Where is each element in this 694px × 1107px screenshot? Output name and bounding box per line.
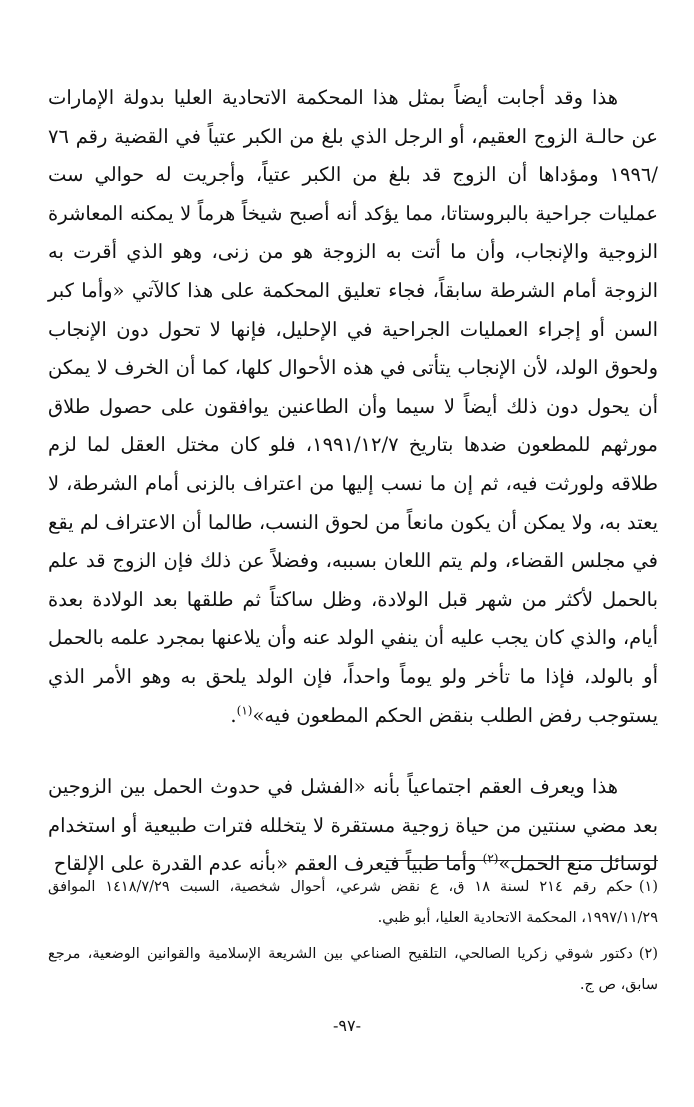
paragraph-2 <box>48 768 658 884</box>
paragraph-1 <box>48 79 658 735</box>
paragraph-2-text: هذا ويعرف العقم اجتماعياً بأنه «الفشل في حدوث الحمل بين الزوجين بعد مضي سنتين من حياة زوجية مستقرة لا يتخلله فترات طبيعية أو استخدام لوسائل منع الحمل» <box>48 775 658 876</box>
footnote-1-text: حكم رقم ٢١٤ لسنة ١٨ ق، ع نقض شرعي، أحوال شخصية، السبت ١٤١٨/٧/٢٩ الموافق ١٩٩٧/١١/٢٩، المحكمة الاتحادية العليا، أبو ظبي. <box>48 879 658 926</box>
page-number: -٩٧- <box>333 1016 361 1035</box>
paragraph-1-tail: . <box>230 703 237 727</box>
footnote-2-number: (٢) <box>638 946 658 962</box>
footnote-1-number: (١) <box>638 879 658 895</box>
footnotes <box>48 872 658 1006</box>
footnote-ref-1: (١) <box>236 703 253 717</box>
footnote-ref-2: (٢) <box>482 851 499 866</box>
footnote-2-text: دكتور شوقي زكريا الصالحي، التلقيح الصناعي بين الشريعة الإسلامية والقوانين الوضعية، مرجع سابق، ص ج. <box>48 946 658 993</box>
footnote-2 <box>48 939 658 1000</box>
footnote-1 <box>48 872 658 933</box>
paragraph-spacer <box>48 735 658 768</box>
paragraph-1-text: هذا وقد أجابت أيضاً بمثل هذا المحكمة الاتحادية العليا بدولة الإمارات عن حالـة الزوج العقيم، أو الرجل الذي بلغ من الكبر عتياً في القضية رقم ٧٦ /١٩٩٦ ومؤداها أن الزوج قد بلغ من الكبر عتياً، وأجريت له حوالي ست عمليات جراحية بالبروستاتا، مما يؤكد أنه أصبح شيخاً هرماً لا يمكنه المعاشرة الزوجية والإنجاب، وأن ما أتت به الزوجة هو من زنى، وهو الذي أقرت به الزوجة أمام الشرطة سابقاً، فجاء تعليق المحكمة على هذا كالآتي «وأما كبر السن أو إجراء العمليات الجراحية في الإحليل، فإنها لا تحول دون الإنجاب ولحوق الولد، لأن الإنجاب يتأتى في هذه الأحوال كلها، كما أن الخرف لا يمكن أن يحول دون ذلك أيضاً لا سيما وأن الطاعنين يوافقون على حصول طلاق مورثهم للمطعون ضدها بتاريخ ١٩٩١/١٢/٧، فلو كان مختل العقل لما لزم طلاقه ولورثت فيه، ثم إن ما نسب إليها من اعتراف بالزنى أمام الشرطة، لا يعتد به، ولا يمكن أن يكون مانعاً من لحوق النسب، طالما أن الاعتراف لم يقع في مجلس القضاء، ولم يتم اللعان بسببه، وفضلاً عن ذلك فإن الزوج قد علم بالحمل لأكثر من شهر قبل الولادة، وظل ساكتاً ثم طلقها بعد الولادة بعدة أيام، والذي كان يجب عليه أن ينفي الولد عنه وأن يلاعنها بمجرد علمه بالحمل أو بالولد، فإذا ما تأخر ولو يوماً واحداً، فإن الولد يلحق به وهو الأمر الذي يستوجب رفض الطلب بنقض الحكم المطعون فيه» <box>48 86 658 727</box>
footnote-divider <box>386 860 658 861</box>
main-text <box>48 79 658 884</box>
paragraph-2-tail: وأما طبياً فيعرف العقم «بأنه عدم القدرة على الإلقاح <box>53 852 483 876</box>
